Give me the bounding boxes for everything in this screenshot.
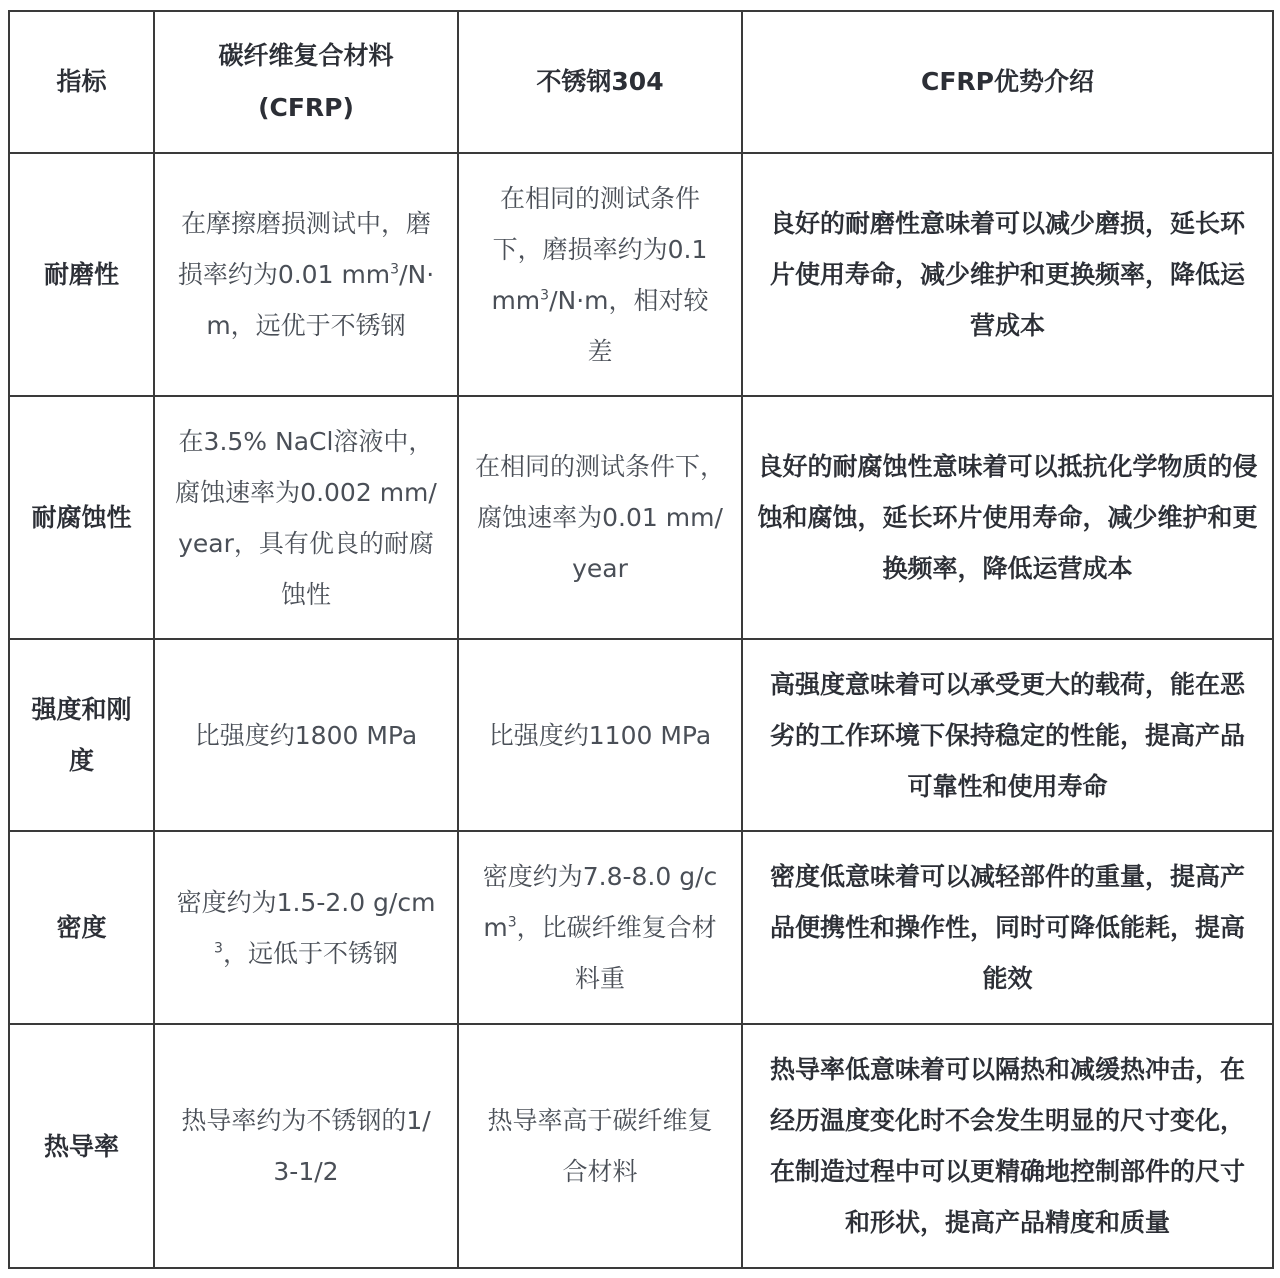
steel-value: 密度约为7.8-8.0 $g/cm^3$，比碳纤维复合材料重	[458, 831, 742, 1024]
row-label: 耐磨性	[9, 153, 154, 396]
cfrp-value: 在3.5% NaCl溶液中，腐蚀速率为0.002 mm/year，具有优良的耐腐蚀性	[154, 396, 458, 639]
table-row	[9, 1024, 1273, 1268]
cfrp-value: 在摩擦磨损测试中，磨损率约为0.01 $mm^3/N\cdot m$，远优于不锈钢	[154, 153, 458, 396]
row-label: 热导率	[9, 1024, 154, 1268]
header-steel: 不锈钢304	[458, 11, 742, 153]
table-row	[9, 396, 1273, 639]
table-row	[9, 639, 1273, 831]
comparison-table	[8, 10, 1274, 1269]
cfrp-value: 热导率约为不锈钢的1/3-1/2	[154, 1024, 458, 1268]
table-row	[9, 831, 1273, 1024]
row-label: 强度和刚度	[9, 639, 154, 831]
steel-value: 比强度约1100 MPa	[458, 639, 742, 831]
cfrp-value: 比强度约1800 MPa	[154, 639, 458, 831]
advantage-text: 良好的耐磨性意味着可以减少磨损，延长环片使用寿命，减少维护和更换频率，降低运营成本	[742, 153, 1273, 396]
advantage-text: 高强度意味着可以承受更大的载荷，能在恶劣的工作环境下保持稳定的性能，提高产品可靠性和使用寿命	[742, 639, 1273, 831]
header-cfrp	[154, 11, 458, 153]
advantage-text: 热导率低意味着可以隔热和减缓热冲击，在经历温度变化时不会发生明显的尺寸变化，在制造过程中可以更精确地控制部件的尺寸和形状，提高产品精度和质量	[742, 1024, 1273, 1268]
steel-value: 在相同的测试条件下，腐蚀速率为0.01 mm/year	[458, 396, 742, 639]
row-label: 耐腐蚀性	[9, 396, 154, 639]
row-label: 密度	[9, 831, 154, 1024]
table-row	[9, 153, 1273, 396]
header-advantage: CFRP优势介绍	[742, 11, 1273, 153]
cfrp-value: 密度约为1.5-2.0 $g/cm^3$，远低于不锈钢	[154, 831, 458, 1024]
header-indicator: 指标	[9, 11, 154, 153]
header-cfrp-line1: 碳纤维复合材料	[218, 41, 394, 70]
steel-value: 在相同的测试条件下，磨损率约为0.1 $mm^3/N\cdot m$，相对较差	[458, 153, 742, 396]
advantage-text: 密度低意味着可以减轻部件的重量，提高产品便携性和操作性，同时可降低能耗，提高能效	[742, 831, 1273, 1024]
advantage-text: 良好的耐腐蚀性意味着可以抵抗化学物质的侵蚀和腐蚀，延长环片使用寿命，减少维护和更换频率，降低运营成本	[742, 396, 1273, 639]
table-header-row	[9, 11, 1273, 153]
comparison-table-wrapper	[8, 10, 1274, 1269]
header-cfrp-line2: (CFRP)	[258, 93, 354, 122]
steel-value: 热导率高于碳纤维复合材料	[458, 1024, 742, 1268]
